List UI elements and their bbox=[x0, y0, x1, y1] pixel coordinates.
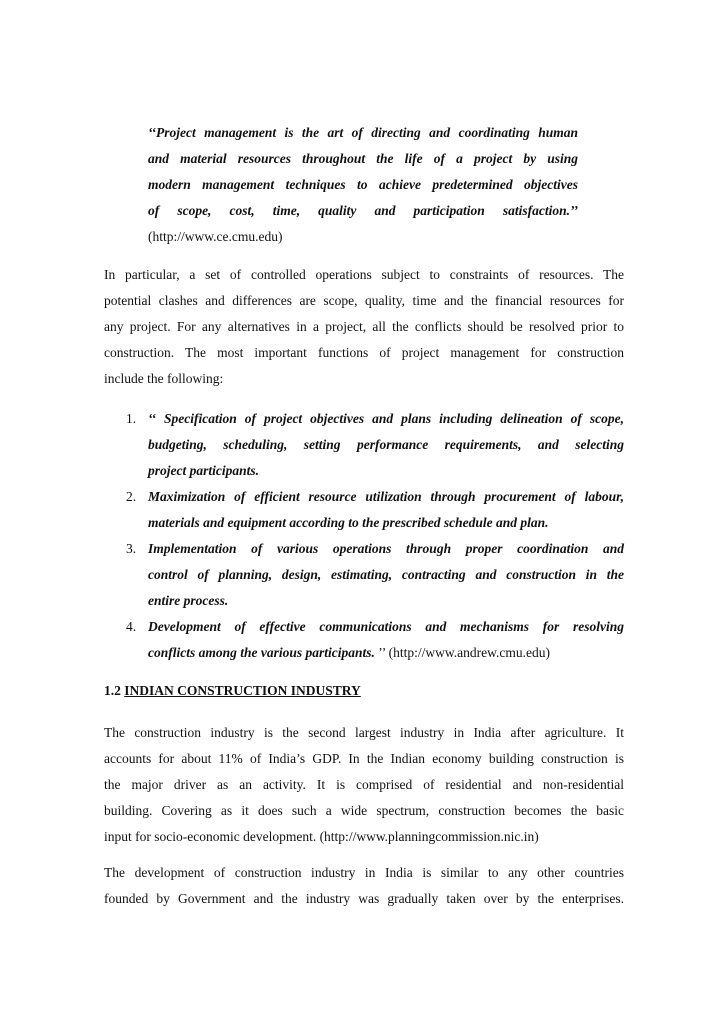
list-line-with-citation bbox=[148, 640, 624, 666]
list-item bbox=[104, 614, 624, 666]
paragraph-intro bbox=[104, 262, 624, 392]
paragraph-development bbox=[104, 860, 624, 912]
text-line: include the following: bbox=[104, 371, 224, 386]
list-line: entire process. bbox=[148, 593, 229, 608]
text-line: input for socio-economic development. (http://www.planningcommission.nic.in) bbox=[104, 829, 539, 844]
list-line: materials and equipment according to the prescribed schedule and plan. bbox=[148, 515, 549, 530]
list-line: control of planning, design, estimating, contracting and construction in the bbox=[148, 567, 624, 582]
numbered-list bbox=[104, 406, 624, 666]
list-line: Maximization of efficient resource utilization through procurement of labour, bbox=[148, 489, 624, 504]
list-line: project participants. bbox=[148, 463, 259, 478]
text-line: building. Covering as it does such a wide spectrum, construction becomes the basic bbox=[104, 803, 624, 818]
text-line: accounts for about 11% of India’s GDP. In the Indian economy building construction is bbox=[104, 751, 624, 766]
text-line: The construction industry is the second largest industry in India after agriculture. It bbox=[104, 725, 624, 740]
quote-line: modern management techniques to achieve predetermined objectives bbox=[148, 177, 578, 192]
text-line: In particular, a set of controlled operations subject to constraints of resources. The bbox=[104, 267, 624, 282]
quote-line: ‘‘Project management is the art of directing and coordinating human bbox=[148, 125, 578, 140]
quote-line: and material resources throughout the life of a project by using bbox=[148, 151, 578, 166]
block-quote bbox=[148, 120, 578, 250]
list-item bbox=[104, 406, 624, 484]
citation: ’’ (http://www.andrew.cmu.edu) bbox=[374, 645, 550, 660]
section-title: INDIAN CONSTRUCTION INDUSTRY bbox=[124, 683, 361, 698]
list-line: Implementation of various operations through proper coordination and bbox=[148, 541, 624, 556]
list-item bbox=[104, 536, 624, 614]
text-line: potential clashes and differences are scope, quality, time and the financial resources for bbox=[104, 293, 624, 308]
text-line: any project. For any alternatives in a project, all the conflicts should be resolved prior to bbox=[104, 319, 624, 334]
list-number: 2. bbox=[126, 489, 137, 504]
section-number: 1.2 bbox=[104, 683, 121, 698]
text-line: the major driver as an activity. It is comprised of residential and non-residential bbox=[104, 777, 624, 792]
text-line: construction. The most important functions of project management for construction bbox=[104, 345, 624, 360]
list-line: ‘‘ Specification of project objectives and plans including delineation of scope, bbox=[148, 411, 624, 426]
list-item bbox=[104, 484, 624, 536]
text-line: The development of construction industry in India is similar to any other countries bbox=[104, 865, 624, 880]
list-line: budgeting, scheduling, setting performance requirements, and selecting bbox=[148, 437, 624, 452]
quote-source: (http://www.ce.cmu.edu) bbox=[148, 229, 283, 244]
list-number: 3. bbox=[126, 541, 137, 556]
list-line-text: conflicts among the various participants. bbox=[148, 645, 375, 660]
paragraph-industry bbox=[104, 720, 624, 850]
list-number: 1. bbox=[126, 411, 137, 426]
quote-line: of scope, cost, time, quality and participation satisfaction.’’ bbox=[148, 203, 578, 218]
section-heading bbox=[104, 678, 361, 704]
list-number: 4. bbox=[126, 619, 137, 634]
list-line: Development of effective communications and mechanisms for resolving bbox=[148, 619, 624, 634]
text-line: founded by Government and the industry was gradually taken over by the enterprises. bbox=[104, 891, 624, 906]
